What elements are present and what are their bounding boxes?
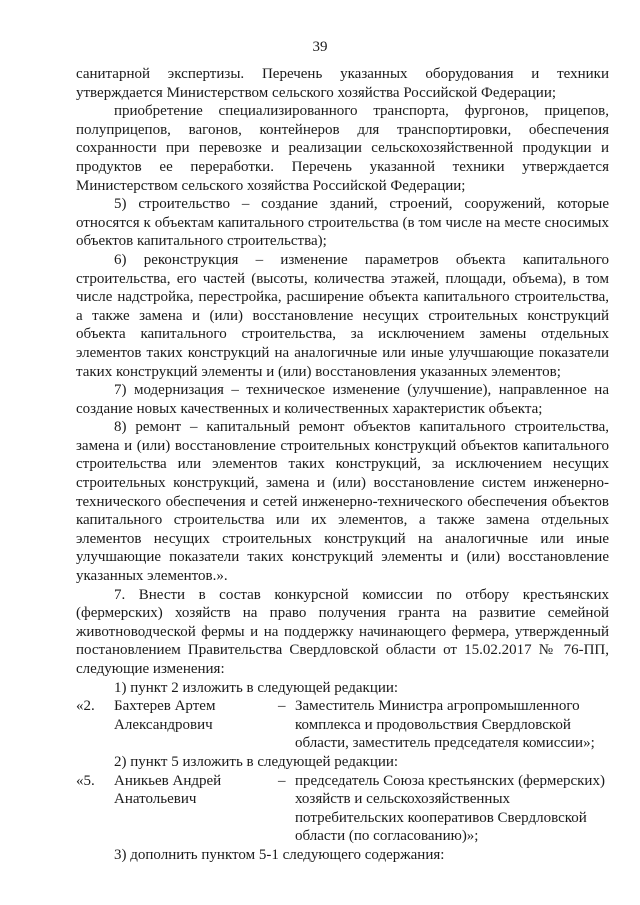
entry-number: «5. xyxy=(76,772,95,789)
entry-number: «2. xyxy=(76,698,95,715)
commission-entry xyxy=(76,697,609,753)
list-intro: 1) пункт 2 изложить в следующей редакции: xyxy=(114,679,399,696)
commission-entry xyxy=(76,772,609,846)
list-intro: 2) пункт 5 изложить в следующей редакции: xyxy=(114,753,399,770)
paragraph: санитарной экспертизы. Перечень указанных оборудования и техники утверждается Министерством сельского хозяйства Российской Федерации; xyxy=(76,66,609,101)
paragraph: приобретение специализированного транспорта, фургонов, прицепов, полуприцепов, вагонов, контейнеров для транспортировки, обеспечения сохранности при перевозке и реализации сельскохозяйственной продукции и продуктов ее переработки. Перечень указанной техники утверждается Министерством сельского хозяйства Российской Федерации; xyxy=(76,103,609,194)
entry-dash: – xyxy=(278,772,286,789)
entry-name: Аникьев Андрей Анатольевич xyxy=(114,772,222,808)
page-number: 39 xyxy=(312,39,328,55)
paragraph: 6) реконструкция – изменение параметров объекта капитального строительства, его частей (высоты, количества этажей, площади, объема), в том числе надстройка, перестройка, расширение объекта капитального строительства, а также замена и (или) восстановление несущих строительных конструкций объекта капитального строительства, за исключением замены отдельных элементов таких конструкций на аналогичные или иные улучшающие показатели таких конструкций элементы и (или) восстановления указанных элементов; xyxy=(76,251,609,380)
entry-description: председатель Союза крестьянских (фермерских) хозяйств и сельскохозяйственных потребительских кооперативов Свердловской области (по согласованию)»; xyxy=(295,772,605,845)
paragraph: 5) строительство – создание зданий, строений, сооружений, которые относятся к объектам капитального строительства (в том числе на месте сносимых объектов капитального строительства); xyxy=(76,196,609,250)
entry-dash: – xyxy=(278,698,286,715)
paragraph: 8) ремонт – капитальный ремонт объектов капитального строительства, замена и (или) восстановление строительных конструкций объектов капитального строительства или элементов таких конструкций, за исключением несущих строительных конструкций, замена и (или) восстановление систем инженерно-технического обеспечения и сетей инженерно-технического обеспечения объектов капитального строительства или их элементов, а также замена отдельных элементов несущих строительных конструкций на аналогичные или иные улучшающие показатели таких конструкций элементы и (или) восстановление указанных элементов.». xyxy=(76,419,609,585)
document-body xyxy=(76,65,609,865)
list-intro: 3) дополнить пунктом 5-1 следующего содержания: xyxy=(114,846,445,863)
entry-name: Бахтерев Артем Александрович xyxy=(114,698,216,733)
entry-description: Заместитель Министра агропромышленного комплекса и продовольствия Свердловской области, заместитель председателя комиссии»; xyxy=(295,698,595,752)
paragraph: 7) модернизация – техническое изменение (улучшение), направленное на создание новых качественных и количественных характеристик объекта; xyxy=(76,382,609,417)
paragraph: 7. Внести в состав конкурсной комиссии по отбору крестьянских (фермерских) хозяйств на право получения гранта на развитие семейной животноводческой фермы и на поддержку начинающего фермера, утвержденный постановлением Правительства Свердловской области от 15.02.2017 № 76-ПП, следующие изменения: xyxy=(76,586,609,677)
